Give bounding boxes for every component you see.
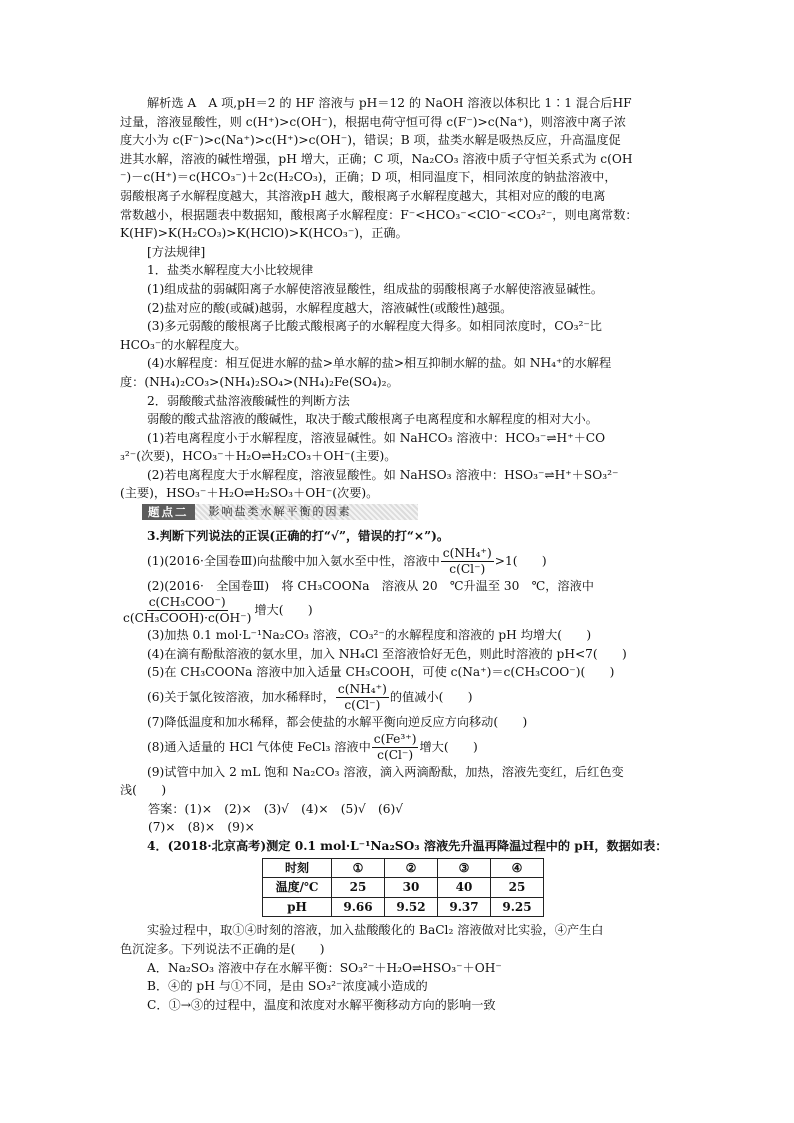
item-text: 的值减小( ) [389,690,473,705]
section-title: 1．盐类水解程度大小比较规律 [147,263,314,278]
rule-item: (1)若电离程度小于水解程度，溶液显碱性。如 NaHCO₃ 溶液中：HCO₃⁻⇌H⁺＋CO [147,430,606,445]
topic-title: 影响盐类水解平衡的因素 [195,504,419,520]
question-item-1 [120,546,680,577]
question-item-2: (2)(2016· 全国卷Ⅲ) 将 CH₃COONa 溶液从 20 ℃升温至 30 ℃，溶液中 [147,578,594,593]
rule-item: ₃²⁻(次要)，HCO₃⁻＋H₂O⇌H₂CO₃＋OH⁻(主要)。 [120,449,397,464]
item-text: >1( ) [494,553,547,568]
table-cell: 9.25 [491,897,544,917]
question-item-5: (5)在 CH₃COONa 溶液中加入适量 CH₃COOH，可使 c(Na⁺)＝c(CH₃COO⁻)( ) [147,665,615,680]
question-item-9: (9)试管中加入 2 mL 饱和 Na₂CO₃ 溶液，滴入两滴酚酞，加热，溶液先变红，后红色变 [147,764,624,779]
table-header-row [263,858,544,878]
table-cell: 9.66 [332,897,385,917]
fraction [441,546,494,577]
explanation-line: 过量，溶液显酸性，则 c(H⁺)>c(OH⁻)，根据电荷守恒可得 c(F⁻)>c(Na⁺)，则溶液中离子浓 [120,114,626,129]
explanation-line: ⁻)－c(H⁺)＝c(HCO₃⁻)＋2c(H₂CO₃)，正确；D 项，相同温度下，相同浓度的钠盐溶液中， [120,170,617,185]
topic-tag: 题点二 [142,504,195,520]
table-cell: 40 [438,878,491,898]
item-text: 增大( ) [419,739,478,754]
fraction-numerator: c(CH₃COO⁻) [148,595,226,610]
rule-item: 弱酸的酸式盐溶液的酸碱性，取决于酸式酸根离子电离程度和水解程度的相对大小。 [147,412,598,427]
table-cell: pH [263,897,332,917]
rule-item: HCO₃⁻的水解程度大。 [120,337,247,352]
fraction-denominator: c(Cl⁻) [449,561,486,576]
question-item-2-formula [120,595,680,626]
method-heading: [方法规律] [147,244,206,259]
question-item-9-cont: 浅( ) [120,783,167,798]
explanation-line: 度大小为 c(F⁻)>c(Na⁺)>c(H⁺)>c(OH⁻)，错误；B 项，盐类水解是吸热反应，升高温度促 [120,133,621,148]
explanation-line: 弱酸根离子水解程度越大，其溶液pH 越大，酸根离子水解程度越大，其相对应的酸的电离 [120,188,606,203]
fraction [372,732,419,763]
question-4 [120,837,680,1014]
table-cell: ① [332,858,385,878]
option-c: C．①→③的过程中，温度和浓度对水解平衡移动方向的影响一致 [147,997,496,1012]
answer-line: (7)× (8)× (9)× [148,820,255,835]
table-cell: 9.52 [385,897,438,917]
table-cell: 30 [385,878,438,898]
explanation-line: 常数越小，根据题表中数据知，酸根离子水解程度：F⁻<HCO₃⁻<ClO⁻<CO₃²⁻，则电离常数： [120,207,638,222]
rule-item: (2)若电离程度大于水解程度，溶液显酸性。如 NaHSO₃ 溶液中：HSO₃⁻⇌H⁺＋SO₃²⁻ [147,467,619,482]
question-text: 色沉淀多。下列说法不正确的是( ) [120,941,325,956]
fraction-numerator: c(NH₄⁺) [442,545,492,560]
table-cell: ④ [491,858,544,878]
question-stem: 3.判断下列说法的正误(正确的打“√”，错误的打“×”)。 [147,529,450,544]
rule-item: (1)组成盐的弱碱阳离子水解使溶液显酸性，组成盐的弱酸根离子水解使溶液显碱性。 [147,281,604,296]
fraction [336,682,389,713]
fraction-numerator: c(NH₄⁺) [337,682,387,697]
document-page [120,94,680,1014]
fraction-denominator: c(Cl⁻) [377,747,414,762]
data-table [262,858,544,918]
rule-item: (4)水解程度：相互促进水解的盐>单水解的盐>相互抑制水解的盐。如 NH₄⁺的水解程 [147,356,612,371]
question-item-7: (7)降低温度和加水稀释，都会使盐的水解平衡向逆反应方向移动( ) [147,715,528,730]
rule-item: (主要)，HSO₃⁻＋H₂O⇌H₂SO₃＋OH⁻(次要)。 [120,486,379,501]
table-cell: 25 [491,878,544,898]
item-text: (6)关于氯化铵溶液，加水稀释时， [147,690,335,705]
table-cell: 9.37 [438,897,491,917]
fraction-denominator: c(Cl⁻) [344,698,381,713]
fraction-numerator: c(Fe³⁺) [373,731,417,746]
table-cell: ② [385,858,438,878]
rule-item: (3)多元弱酸的酸根离子比酸式酸根离子的水解程度大得多。如相同浓度时，CO₃²⁻比 [147,319,602,334]
table-row [263,897,544,917]
rule-item: (2)盐对应的酸(或碱)越弱，水解程度越大，溶液碱性(或酸性)越强。 [147,300,513,315]
question-item-4: (4)在滴有酚酞溶液的氨水里，加入 NH₄Cl 至溶液恰好无色，则此时溶液的 pH<7( ) [147,646,627,661]
topic-banner [142,504,418,520]
option-b: B．④的 pH 与①不同，是由 SO₃²⁻浓度减小造成的 [147,979,428,994]
table-cell: ③ [438,858,491,878]
item-text: 增大( ) [254,603,313,618]
item-text: (8)通入适量的 HCl 气体使 FeCl₃ 溶液中 [147,739,371,754]
question-3 [120,527,680,837]
explanation-line: 进其水解，溶液的碱性增强，pH 增大，正确；C 项，Na₂CO₃ 溶液中质子守恒关系式为 c(OH [120,151,633,166]
rule-item: 度：(NH₄)₂CO₃>(NH₄)₂SO₄>(NH₄)₂Fe(SO₄)₂。 [120,374,399,389]
method-block [120,243,680,503]
fraction-denominator: c(CH₃COOH)·c(OH⁻) [123,611,252,626]
table-cell: 时刻 [263,858,332,878]
table-cell: 温度/℃ [263,878,332,898]
explanation-line: K(HF)>K(H₂CO₃)>K(HClO)>K(HCO₃⁻)，正确。 [120,226,408,241]
question-item-3: (3)加热 0.1 mol·L⁻¹Na₂CO₃ 溶液，CO₃²⁻的水解程度和溶液的 pH 均增大( ) [147,628,592,643]
fraction [121,595,253,626]
table-row [263,878,544,898]
answer-line: 答案：(1)× (2)× (3)√ (4)× (5)√ (6)√ [148,801,404,816]
item-text: (1)(2016·全国卷Ⅲ)向盐酸中加入氨水至中性，溶液中 [147,553,440,568]
explanation-block [120,94,680,243]
table-cell: 25 [332,878,385,898]
explanation-line: 解析选 A A 项,pH＝2 的 HF 溶液与 pH＝12 的 NaOH 溶液以体积比 1∶1 混合后HF [147,96,632,110]
section-title: 2．弱酸酸式盐溶液酸碱性的判断方法 [147,393,350,408]
question-item-8 [120,732,680,763]
option-a: A．Na₂SO₃ 溶液中存在水解平衡：SO₃²⁻＋H₂O⇌HSO₃⁻＋OH⁻ [147,960,502,975]
question-item-6 [120,682,680,713]
question-text: 实验过程中，取①④时刻的溶液，加入盐酸酸化的 BaCl₂ 溶液做对比实验，④产生白 [147,923,604,938]
question-stem: 4．(2018·北京高考)测定 0.1 mol·L⁻¹Na₂SO₃ 溶液先升温再降温过程中的 pH，数据如表： [147,839,668,853]
